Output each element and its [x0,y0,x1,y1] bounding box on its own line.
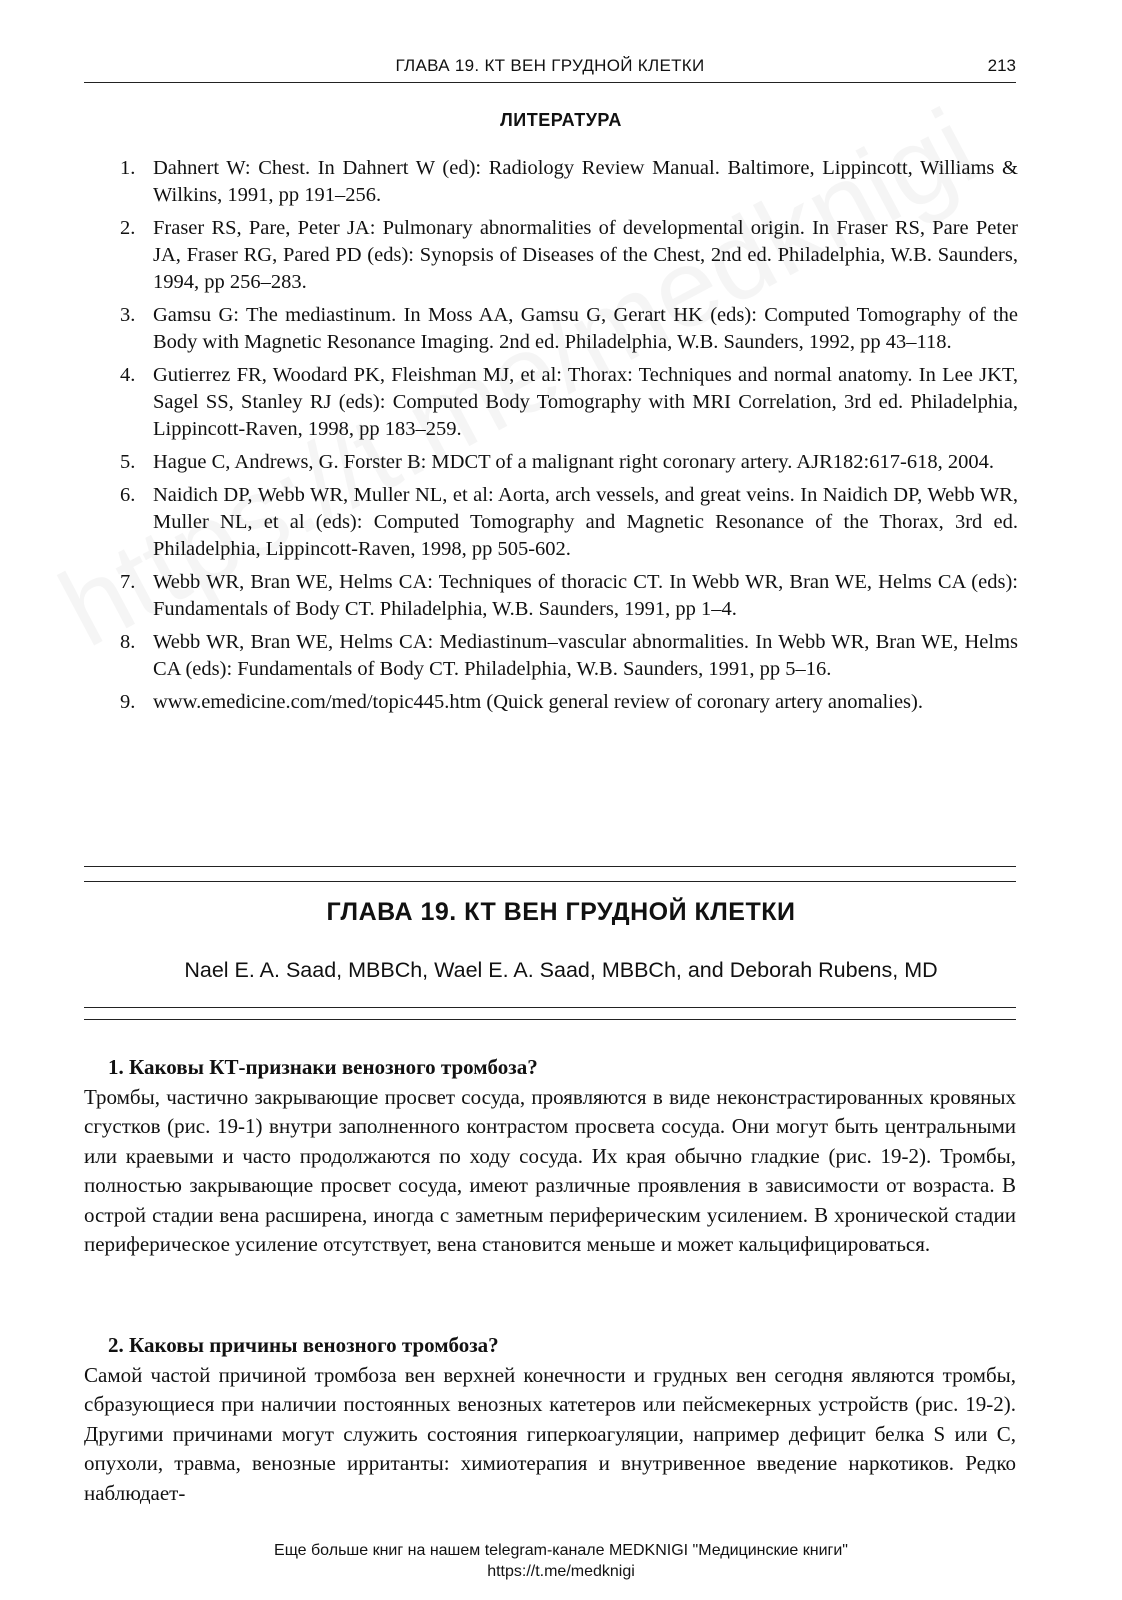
footer-link[interactable]: https://t.me/medknigi [487,1563,635,1580]
reference-number: 1. [120,157,136,179]
reference-text: Hague C, Andrews, G. Forster B: MDCT of a malignant right coronary artery. AJR182:617-618, 2004. [153,451,994,473]
reference-number: 6. [120,484,136,506]
chapter-authors: Nael E. A. Saad, MBBCh, Wael E. A. Saad, MBBCh, and Deborah Rubens, MD [184,958,938,982]
chapter-title: ГЛАВА 19. КТ ВЕН ГРУДНОЙ КЛЕТКИ [326,898,796,926]
reference-number: 5. [120,451,136,473]
reference-text: Naidich DP, Webb WR, Muller NL, et al: Aorta, arch vessels, and great veins. In Naidich DP, Webb WR, Muller NL, et al (eds): Computed Tomography and Magnetic Resonance of the Thorax, 3rd ed. Philadelphia, Lippincott-Raven, 1998, pp 505-602. [153,484,1018,560]
reference-number: 8. [120,631,136,653]
reference-text: www.emedicine.com/med/topic445.htm (Quick general review of coronary artery anomalies). [153,691,923,713]
reference-item [120,155,1018,209]
reference-item [120,215,1018,296]
divider-rule [84,1007,1016,1008]
references-list [120,155,1018,722]
running-header [84,56,1016,83]
divider-rule [84,866,1016,867]
reference-item [120,629,1018,683]
reference-item [120,569,1018,623]
reference-item [120,482,1018,563]
page-number: 213 [987,56,1016,75]
reference-text: Gutierrez FR, Woodard PK, Fleishman MJ, et al: Thorax: Techniques and normal anatomy. In Lee JKT, Sagel SS, Stanley RJ (eds): Computed Body Tomography with MRI Correlation, 3rd ed. Philadelphia, Lippincott-Raven, 1998, pp 183–259. [153,364,1018,440]
question-heading: 2. Каковы причины венозного тромбоза? [108,1333,499,1357]
footer-line: Еще больше книг на нашем telegram-канале MEDKNIGI "Медицинские книги" [274,1542,848,1559]
reference-item [120,302,1018,356]
running-title: ГЛАВА 19. КТ ВЕН ГРУДНОЙ КЛЕТКИ [395,56,705,75]
reference-number: 3. [120,304,136,326]
reference-number: 2. [120,217,136,239]
reference-number: 4. [120,364,136,386]
reference-text: Dahnert W: Chest. In Dahnert W (ed): Radiology Review Manual. Baltimore, Lippincott, Williams & Wilkins, 1991, pp 191–256. [153,157,1018,206]
reference-text: Webb WR, Bran WE, Helms CA: Techniques of thoracic CT. In Webb WR, Bran WE, Helms CA (eds): Fundamentals of Body CT. Philadelphia, W.B. Saunders, 1991, pp 1–4. [153,571,1018,620]
answer-paragraph: Тромбы, частично закрывающие просвет сосуда, проявляются в виде неконстрастированных кровяных сгустков (рис. 19-1) внутри заполненного контрастом просвета сосуда. Они могут быть центральными или краевыми и часто продолжаются по ходу сосуда. Их края обычно гладкие (рис. 19-2). Тромбы, полностью закрывающие просвет сосуда, имеют различные проявления в зависимости от возраста. В острой стадии вена расширена, иногда с заметным периферическим усилением. В хронической стадии периферическое усиление отсутствует, вена становится меньше и может кальцифицироваться. [84,1085,1016,1257]
reference-number: 7. [120,571,136,593]
reference-item [120,449,1018,476]
reference-text: Webb WR, Bran WE, Helms CA: Mediastinum–vascular abnormalities. In Webb WR, Bran WE, Helms CA (eds): Fundamentals of Body CT. Philadelphia, W.B. Saunders, 1991, pp 5–16. [153,631,1018,680]
divider-rule [84,1019,1016,1020]
references-heading: ЛИТЕРАТУРА [500,110,622,130]
reference-item [120,362,1018,443]
footer-note [0,1540,1122,1582]
reference-number: 9. [120,691,136,713]
answer-paragraph: Самой частой причиной тромбоза вен верхней конечности и грудных вен сегодня являются тромбы, сбразующиеся при наличии постоянных венозных катетеров или пейсмекерных устройств (рис. 19-2). Другими причинами могут служить состояния гиперкоагуляции, например дефицит белка S или C, опухоли, травма, венозные ирританты: химиотерапия и внутривенное введение наркотиков. Редко наблюдает- [84,1363,1016,1505]
reference-text: Fraser RS, Pare, Peter JA: Pulmonary abnormalities of developmental origin. In Fraser RS, Pare Peter JA, Fraser RG, Pared PD (eds): Synopsis of Diseases of the Chest, 2nd ed. Philadelphia, W.B. Saunders, 1994, pp 256–283. [153,217,1018,293]
divider-rule [84,881,1016,882]
question-heading: 1. Каковы КТ-признаки венозного тромбоза? [108,1055,538,1079]
reference-text: Gamsu G: The mediastinum. In Moss AA, Gamsu G, Gerart HK (eds): Computed Tomography of the Body with Magnetic Resonance Imaging. 2nd ed. Philadelphia, W.B. Saunders, 1992, pp 43–118. [153,304,1018,353]
reference-item [120,689,1018,716]
